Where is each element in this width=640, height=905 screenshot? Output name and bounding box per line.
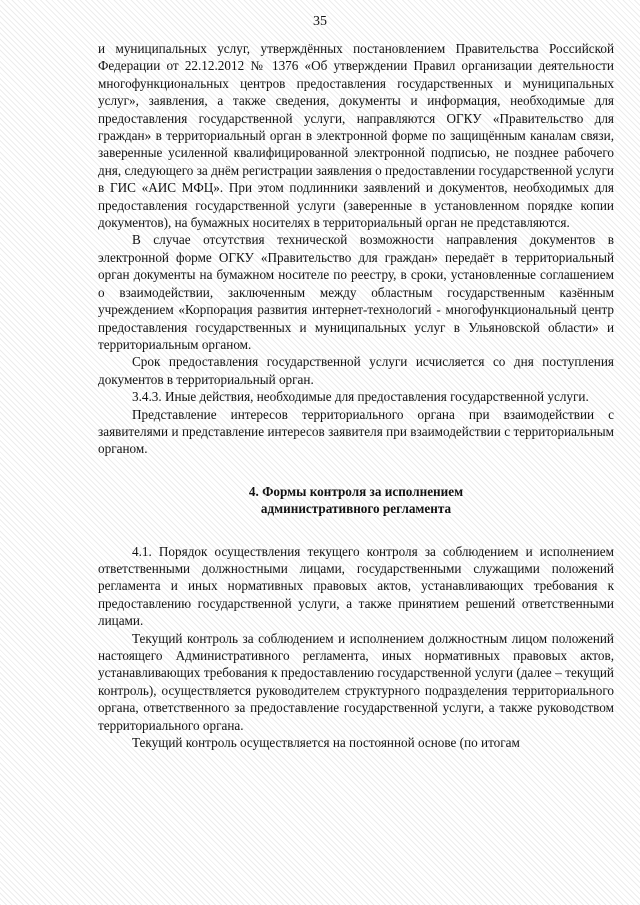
paragraph: и муниципальных услуг, утверждённых постановлением Правительства Российской Федерации от 22.12.2012 № 1376 «Об утверждении Правил организации деятельности многофункциональных центров предоставления государственных и муниципальных услуг», заявления, а также сведения, документы и информация, необходимые для предоставления государственной услуги, направляются ОГКУ «Правительство для граждан» в территориальный орган в электронной форме по защищённым каналам связи, заверенные усиленной квалифицированной электронной подписью, не позднее рабочего дня, следующего за днём регистрации заявления о предоставлении государственной услуги в ГИС «АИС МФЦ». При этом подлинники заявлений и документов, необходимых для предоставления государственной услуги (заверенные в установленном порядке копии документов), на бумажных носителях в территориальный орган не представляются.: [98, 41, 614, 231]
paragraph: Текущий контроль осуществляется на постоянной основе (по итогам: [132, 735, 520, 751]
section-title-line1: 4. Формы контроля за исполнением: [248, 483, 464, 499]
section-title: [98, 483, 614, 518]
page-number: 35: [313, 14, 327, 29]
paragraph: В случае отсутствия технической возможности направления документов в электронной форме ОГКУ «Правительство для граждан» передаёт в территориальный орган документы на бумажном носителе по реестру, в сроки, установленные соглашением о взаимодействии, заключенным между областным государственным казённым учреждением «Корпорация развития интернет-технологий - многофункциональный центр предоставления государственных и муниципальных услуг в Ульяновской области» и территориальным органом.: [98, 232, 614, 352]
subsection-heading: 3.4.3. Иные действия, необходимые для предоставления государственной услуги.: [132, 389, 589, 405]
document-body: [98, 40, 614, 751]
paragraph: Срок предоставления государственной услуги исчисляется со дня поступления документов в территориальный орган.: [98, 354, 614, 387]
paragraph: Представление интересов территориального органа при взаимодействии с заявителями и представление интересов заявителя при взаимодействии с территориальным органом.: [98, 406, 614, 457]
section-title-line2: административного регламента: [260, 501, 452, 517]
paragraph: 4.1. Порядок осуществления текущего контроля за соблюдением и исполнением ответственными должностными лицами, государственными служащими положений регламента и иных нормативных правовых актов, устанавливающих требования к предоставлению государственной услуги, а также принятием решений ответственными лицами.: [98, 543, 614, 629]
paragraph: Текущий контроль за соблюдением и исполнением должностным лицом положений настоящего Административного регламента, иных нормативных правовых актов, устанавливающих требования к предоставлению государственной услуги (далее – текущий контроль), осуществляется руководителем структурного подразделения территориального органа, ответственного за предоставление государственной услуги, а также руководством территориального органа.: [98, 630, 614, 733]
